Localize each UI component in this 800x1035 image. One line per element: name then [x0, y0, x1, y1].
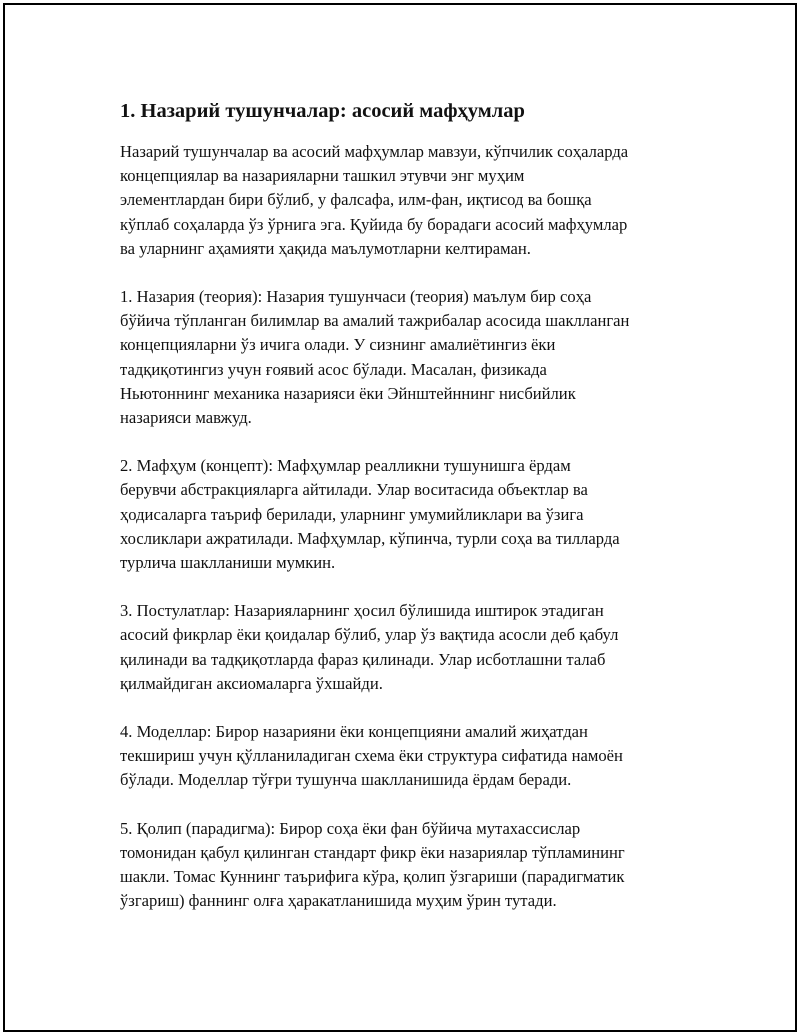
paragraph-line: Назарий тушунчалар ва асосий мафҳумлар мавзуи, кўпчилик соҳаларда: [120, 142, 629, 161]
paragraph-line: берувчи абстракцияларга айтилади. Улар воситасида объектлар ва: [120, 480, 588, 500]
paragraph-line: концепцияларни ўз ичига олади. У сизнинг амалиётингиз ёки: [120, 335, 556, 355]
concept-paragraph: [120, 454, 695, 575]
paragraph-line: тадқиқотингиз учун ғоявий асос бўлади. Масалан, физикада: [120, 359, 547, 379]
paragraph-line: турлича шаклланиши мумкин.: [120, 553, 336, 573]
paragraph-line: 1. Назария (теория): Назария тушунчаси (теория) маълум бир соҳа: [120, 287, 592, 307]
document-page: [3, 3, 797, 1032]
paragraph-line: Ньютоннинг механика назарияси ёки Эйнштейннинг нисбийлик: [120, 383, 576, 403]
paragraph-line: бўлади. Моделлар тўғри тушунча шаклланишида ёрдам беради.: [120, 770, 572, 790]
paragraph-line: асосий фикрлар ёки қоидалар бўлиб, улар ўз вақтида асосли деб қабул: [120, 625, 619, 645]
paragraph-line: қилмайдиган аксиомаларга ўхшайди.: [120, 673, 383, 693]
paragraph-line: 2. Мафҳум (концепт): Мафҳумлар реалликни тушунишга ёрдам: [120, 456, 571, 476]
paragraph-line: 3. Постулатлар: Назарияларнинг ҳосил бўлишида иштирок этадиган: [120, 601, 604, 621]
paragraph-line: ва уларнинг аҳамияти ҳақида маълумотларни келтираман.: [120, 238, 531, 258]
paragraph-line: 5. Қолип (парадигма): Бирор соҳа ёки фан бўйича мутахассислар: [120, 818, 581, 838]
intro-paragraph: [120, 140, 695, 261]
theory-paragraph: [120, 285, 695, 430]
section-heading: 1. Назарий тушунчалар: асосий мафҳумлар: [120, 100, 525, 122]
postulates-paragraph: [120, 599, 695, 696]
paragraph-line: назарияси мавжуд.: [120, 408, 252, 428]
paragraph-line: концепциялар ва назарияларни ташкил этувчи энг муҳим: [120, 166, 525, 186]
paragraph-line: бўйича тўпланган билимлар ва амалий тажрибалар асосида шаклланган: [120, 311, 630, 331]
paragraph-line: шакли. Томас Куннинг таърифига кўра, қолип ўзгариши (парадигматик: [120, 867, 625, 887]
paragraph-line: томонидан қабул қилинган стандарт фикр ёки назариялар тўпламининг: [120, 842, 625, 862]
models-paragraph: [120, 720, 695, 793]
paragraph-line: қилинади ва тадқиқотларда фараз қилинади. Улар исботлашни талаб: [120, 649, 606, 669]
paragraph-line: хосликлари ажратилади. Мафҳумлар, кўпинча, турли соҳа ва тилларда: [120, 528, 620, 548]
paragraph-line: ўзгариш) фаннинг олға ҳаракатланишида муҳим ўрин тутади.: [120, 891, 557, 911]
paragraph-line: 4. Моделлар: Бирор назарияни ёки концепцияни амалий жиҳатдан: [120, 722, 588, 742]
document-content: [120, 97, 695, 937]
paradigm-paragraph: [120, 817, 695, 914]
paragraph-line: текшириш учун қўлланиладиган схема ёки структура сифатида намоён: [120, 746, 623, 766]
paragraph-line: элементлардан бири бўлиб, у фалсафа, илм-фан, иқтисод ва бошқа: [120, 190, 592, 210]
paragraph-line: кўплаб соҳаларда ўз ўрнига эга. Қуйида бу борадаги асосий мафҳумлар: [120, 214, 628, 234]
paragraph-line: ҳодисаларга таъриф берилади, уларнинг умумийликлари ва ўзига: [120, 504, 584, 524]
